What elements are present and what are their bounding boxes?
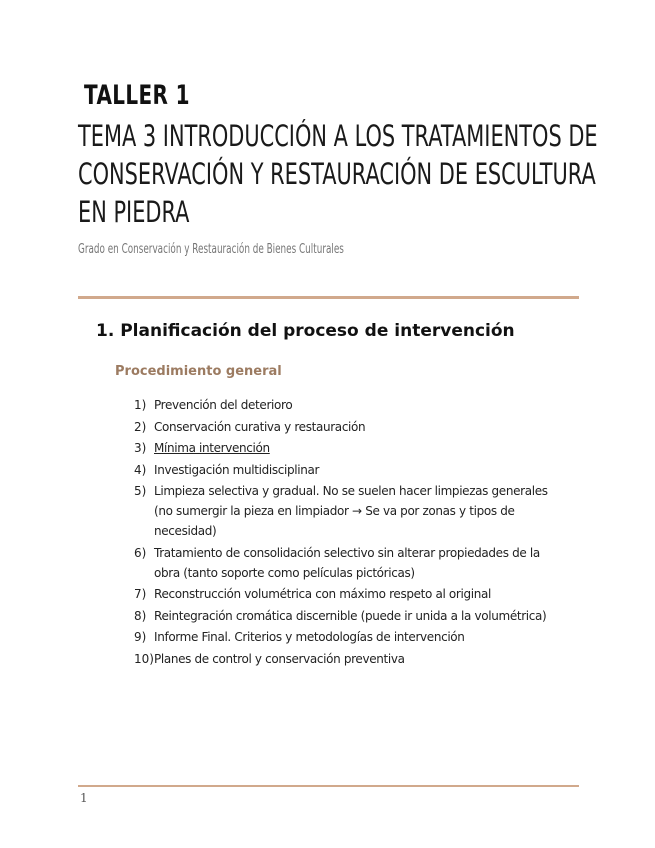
title-line: CONSERVACIÓN Y RESTAURACIÓN DE ESCULTURA: [78, 157, 596, 191]
title-line: EN PIEDRA: [78, 195, 190, 229]
list-item-text: Conservación curativa y restauración: [154, 419, 366, 434]
section-subheading: Procedimiento general: [115, 364, 282, 379]
list-item-text: Planes de control y conservación preventiva: [154, 651, 405, 666]
list-item-text: Prevención del deterioro: [154, 398, 293, 412]
list-item: [134, 627, 564, 647]
list-item-number: 9): [134, 630, 147, 644]
list-item-number: 1): [134, 398, 147, 412]
list-item-number: 4): [134, 462, 147, 477]
page-number: 1: [80, 791, 88, 805]
list-item: [134, 438, 564, 458]
list-item-text: Tratamiento de consolidación selectivo sin alterar propiedades de la obra (tanto soporte como películas pictóricas): [154, 545, 540, 580]
bottom-divider: [78, 785, 579, 787]
list-item-text: Mínima intervención: [154, 441, 270, 455]
list-item-text: Reintegración cromática discernible (puede ir unida a la volumétrica): [154, 608, 547, 623]
list-item-number: 5): [134, 484, 147, 498]
list-item-number: 10): [134, 651, 154, 666]
title-line: TEMA 3 INTRODUCCIÓN A LOS TRATAMIENTOS DE: [78, 119, 598, 153]
top-divider: [78, 296, 579, 299]
list-item-number: 3): [134, 441, 147, 455]
list-item: [134, 649, 564, 669]
procedure-list: [134, 395, 564, 670]
list-item-number: 2): [134, 419, 147, 434]
list-item-number: 6): [134, 545, 147, 560]
list-item-text: Informe Final. Criterios y metodologías de intervención: [154, 630, 465, 644]
list-item-number: 7): [134, 587, 147, 601]
list-item: [134, 417, 564, 437]
list-item: [134, 584, 564, 604]
list-item-text: Limpieza selectiva y gradual. No se suelen hacer limpiezas generales (no sumergir la pieza en limpiador → Se va por zonas y tipos de necesidad): [154, 484, 548, 538]
list-item-text: Reconstrucción volumétrica con máximo respeto al original: [154, 587, 491, 601]
list-item: [134, 543, 564, 583]
list-item: [134, 606, 564, 626]
list-item: [134, 460, 564, 480]
list-item-number: 8): [134, 608, 147, 623]
document-label: TALLER 1: [84, 80, 190, 111]
document-subtitle: Grado en Conservación y Restauración de Bienes Culturales: [78, 242, 344, 257]
list-item: [134, 481, 564, 541]
section-heading: 1. Planificación del proceso de intervención: [96, 321, 515, 341]
list-item: [134, 395, 564, 415]
document-title: [78, 117, 598, 231]
list-item-text: Investigación multidisciplinar: [154, 462, 320, 477]
